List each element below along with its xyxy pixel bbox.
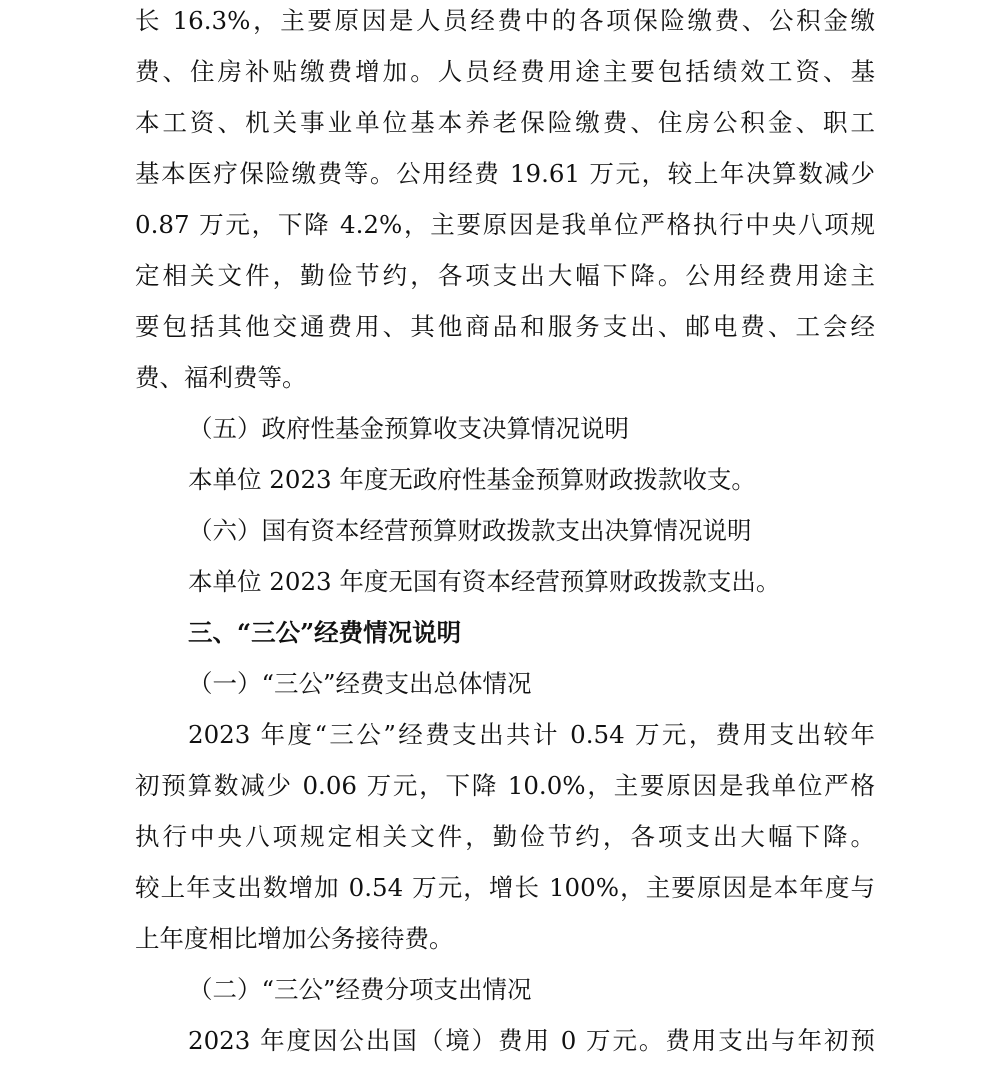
- paragraph-line: 定相关文件，勤俭节约，各项支出大幅下降。公用经费用途主: [135, 261, 875, 290]
- section-heading-one: （一）“三公”经费支出总体情况: [188, 669, 532, 698]
- section-heading-six: （六）国有资本经营预算财政拨款支出决算情况说明: [188, 516, 752, 545]
- paragraph-line: 要包括其他交通费用、其他商品和服务支出、邮电费、工会经: [135, 312, 875, 341]
- paragraph-line: 执行中央八项规定相关文件，勤俭节约，各项支出大幅下降。: [135, 822, 875, 851]
- section-heading-five: （五）政府性基金预算收支决算情况说明: [188, 414, 629, 443]
- paragraph-line: 费、福利费等。: [135, 363, 307, 392]
- paragraph-line: 费、住房补贴缴费增加。人员经费用途主要包括绩效工资、基: [135, 57, 875, 86]
- paragraph-line: 初预算数减少 0.06 万元，下降 10.0%，主要原因是我单位严格: [135, 771, 875, 800]
- paragraph-line: 2023 年度因公出国（境）费用 0 万元。费用支出与年初预: [188, 1026, 875, 1055]
- paragraph-line: 基本医疗保险缴费等。公用经费 19.61 万元，较上年决算数减少: [135, 159, 875, 188]
- paragraph-line: 较上年支出数增加 0.54 万元，增长 100%，主要原因是本年度与: [135, 873, 875, 902]
- chapter-heading-three: 三、“三公”经费情况说明: [188, 618, 462, 647]
- paragraph-line: 本单位 2023 年度无政府性基金预算财政拨款收支。: [188, 465, 756, 494]
- paragraph-line: 本单位 2023 年度无国有资本经营预算财政拨款支出。: [188, 567, 781, 596]
- section-heading-two: （二）“三公”经费分项支出情况: [188, 975, 532, 1004]
- paragraph-line: 0.87 万元，下降 4.2%，主要原因是我单位严格执行中央八项规: [135, 210, 875, 239]
- paragraph-line: 本工资、机关事业单位基本养老保险缴费、住房公积金、职工: [135, 108, 875, 137]
- paragraph-line: 长 16.3%，主要原因是人员经费中的各项保险缴费、公积金缴: [135, 6, 875, 35]
- paragraph-line: 2023 年度“三公”经费支出共计 0.54 万元，费用支出较年: [188, 720, 875, 749]
- paragraph-line: 上年度相比增加公务接待费。: [135, 924, 454, 953]
